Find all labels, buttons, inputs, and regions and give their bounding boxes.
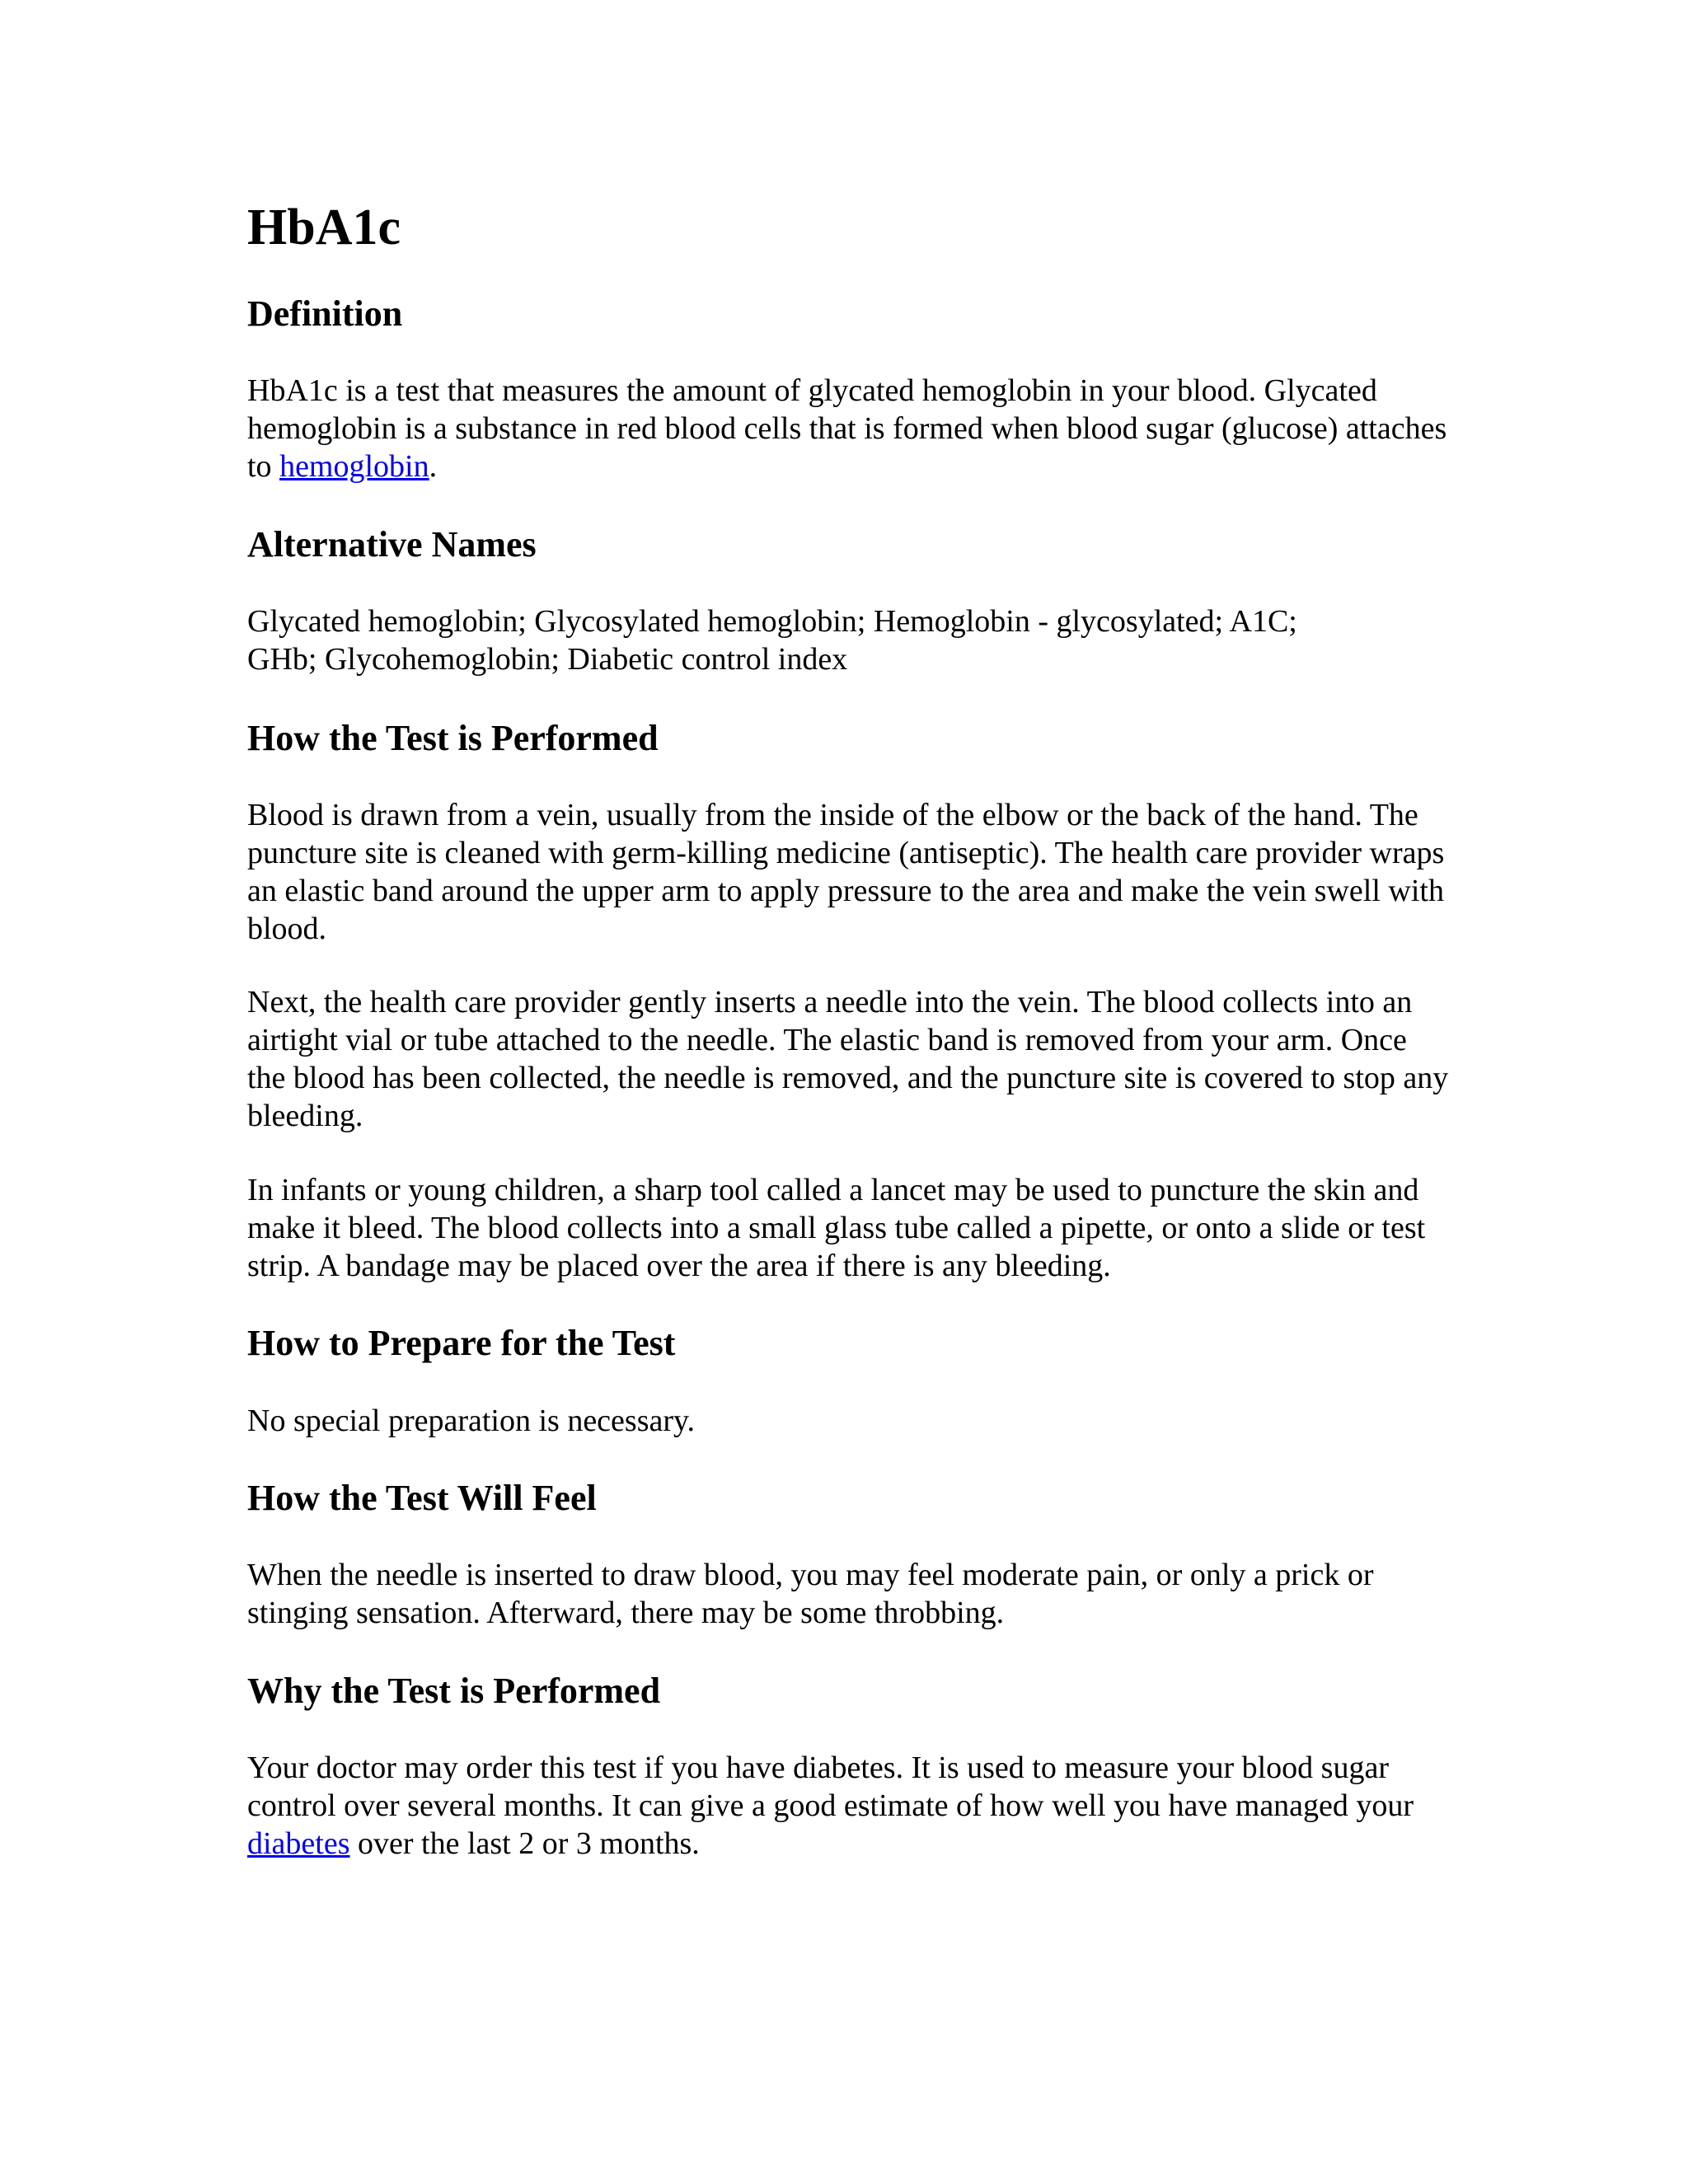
definition-text-end: . — [429, 449, 438, 484]
section-heading-why-performed: Why the Test is Performed — [247, 1671, 661, 1711]
section-heading-alternative-names: Alternative Names — [247, 524, 537, 565]
how-performed-paragraph-2: Next, the health care provider gently inserts a needle into the vein. The blood collects into an airtight vial or tube attached to the needle. The elastic band is removed from your arm. Once the blood has been collected, the needle is removed, and the puncture site is covered to stop any bleeding. — [247, 985, 1449, 1133]
why-performed-paragraph — [247, 1749, 1451, 1863]
how-feel-paragraph: When the needle is inserted to draw blood, you may feel moderate pain, or only a prick or stinging sensation. Afterward, there may be some throbbing. — [247, 1558, 1374, 1630]
hemoglobin-link[interactable]: hemoglobin — [279, 449, 429, 484]
how-performed-paragraph-1: Blood is drawn from a vein, usually from the inside of the elbow or the back of the hand. The puncture site is cleaned with germ-killing medicine (antiseptic). The health care provider wraps an elastic band around the upper arm to apply pressure to the area and make the vein swell with blood. — [247, 798, 1445, 946]
how-performed-paragraph-3: In infants or young children, a sharp tool called a lancet may be used to puncture the skin and make it bleed. The blood collects into a small glass tube called a pipette, or onto a slide or test strip. A bandage may be placed over the area if there is any bleeding. — [247, 1173, 1426, 1283]
section-heading-definition: Definition — [247, 293, 403, 334]
definition-text: HbA1c is a test that measures the amount of glycated hemoglobin in your blood. Glycated hemoglobin is a substance in red blood cells that is formed when blood sugar (glucose) attaches to — [247, 373, 1447, 484]
section-heading-how-feel: How the Test Will Feel — [247, 1478, 597, 1518]
why-performed-text-end: over the last 2 or 3 months. — [349, 1826, 700, 1861]
how-to-prepare-paragraph: No special preparation is necessary. — [247, 1404, 696, 1438]
diabetes-link[interactable]: diabetes — [247, 1826, 350, 1861]
why-performed-text: Your doctor may order this test if you have diabetes. It is used to measure your blood sugar control over several months. It can give a good estimate of how well you have managed your — [247, 1750, 1414, 1823]
definition-paragraph — [247, 372, 1451, 485]
alternative-names-paragraph: Glycated hemoglobin; Glycosylated hemoglobin; Hemoglobin - glycosylated; A1C; GHb; Glycohemoglobin; Diabetic control index — [247, 604, 1297, 677]
section-heading-how-performed: How the Test is Performed — [247, 718, 659, 758]
page-title: HbA1c — [247, 199, 401, 255]
section-heading-how-to-prepare: How to Prepare for the Test — [247, 1323, 676, 1363]
